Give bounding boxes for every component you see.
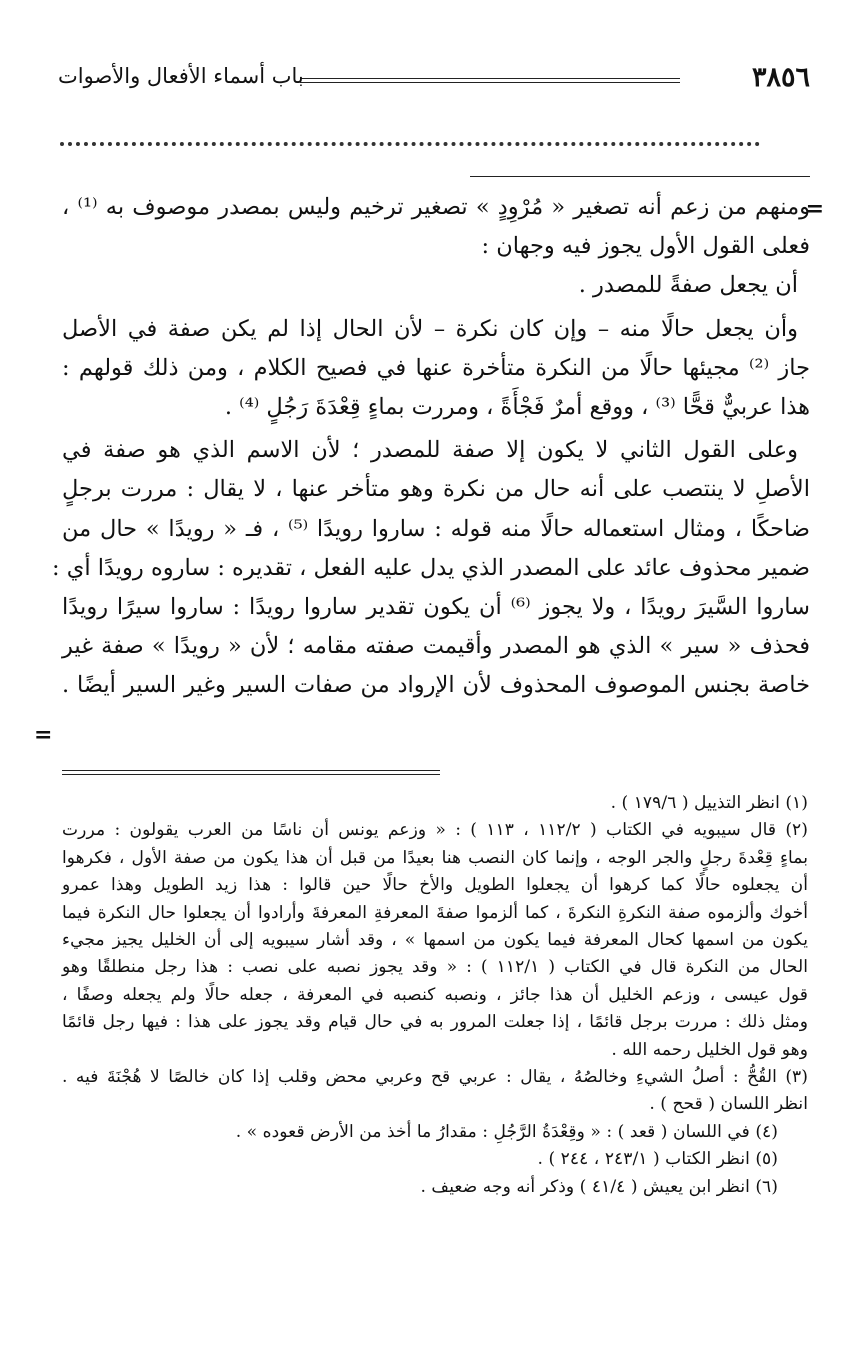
text-line: ضاحكًا ، ومثال استعماله حالًا منه قوله : ساروا رويدًا ⁽⁵⁾ ، فـ « رويدًا » حال من bbox=[62, 515, 811, 542]
text-line: جاز ⁽²⁾ مجيئها حالًا من النكرة متأخرة عنها في فصيح الكلام ، ومن ذلك قولهم : bbox=[62, 354, 811, 381]
text-line: وعلى القول الثاني لا يكون إلا صفة للمصدر ؛ لأن الاسم الذي هو صفة في bbox=[62, 437, 798, 464]
continuation-mark-end: = bbox=[34, 722, 53, 748]
footnote-line: بماءٍ قِعْدةَ رجلٍ والجر الوجه ، وإنما كان النصب هنا بعيدًا من قبل أن هذا يكون من صفة الأول ، فكرهوا bbox=[62, 847, 808, 868]
footnote-line: انظر اللسان ( قحح ) . bbox=[649, 1094, 808, 1115]
dotted-separator bbox=[60, 142, 760, 146]
continuation-mark-start: = bbox=[805, 196, 824, 222]
text-line: أن يجعل صفةً للمصدر . bbox=[578, 272, 798, 299]
footnote-line: الحال من النكرة قال في الكتاب ( ١١٢/١ ) : « وقد يجوز نصبه على نصب : هذا رجل منطلقًا وهو bbox=[62, 957, 808, 978]
footnote-line: وهو قول الخليل رحمه الله . bbox=[611, 1039, 808, 1060]
running-header bbox=[58, 62, 810, 102]
footnote-line: (٦) انظر ابن يعيش ( ٤١/٤ ) وذكر أنه وجه ضعيف . bbox=[420, 1176, 778, 1197]
footnote-line: (٥) انظر الكتاب ( ٢٤٣/١ ، ٢٤٤ ) . bbox=[537, 1149, 778, 1170]
footnote-line: قول عيسى ، وزعم الخليل أن هذا جائز ، ونصبه كنصبه في المعرفة ، جعله حالًا ولم يجعله وصفًا ، bbox=[62, 984, 808, 1005]
header-rule bbox=[300, 78, 680, 83]
text-line: خاصة بجنس الموصوف المحذوف لأن الإرواد من صفات السير وغير السير أيضًا . bbox=[62, 672, 810, 699]
footnote-line: يكون من اسمها كحال المعرفة فيما يكون من اسمها » ، وقد أشار سيبويه إلى أن الخليل يجيز مجيء bbox=[62, 930, 808, 951]
footnote-line: أن يجعلوه حالًا كما كرهوا أن يجعلوا الطويل والأخ حالًا حين قالوا : هذا زيد الطويل وهذا عمرو bbox=[62, 875, 808, 896]
text-line: الأصلِ لا ينتصب على أنه حال من نكرة وهو متأخر عنها ، لا يقال : مررت برجلٍ bbox=[62, 476, 810, 503]
footnote-line: أخوك وألزموه صفة النكرةِ النكرةَ ، كما ألزموا صفةَ المعرفةِ المعرفةَ وأرادوا أن يجعلوا حال النكرة فيما bbox=[62, 902, 808, 923]
text-line: ومنهم من زعم أنه تصغير « مُرْوِدٍ » تصغير ترخيم وليس بمصدر موصوف به ⁽¹⁾ ، bbox=[62, 194, 810, 220]
page-number: ٣٨٥٦ bbox=[751, 62, 810, 93]
main-text bbox=[51, 188, 811, 706]
text-line: فحذف « سير » الذي هو المصدر وأقيمت صفته مقامه ؛ لأن « رويدًا » صفة غير bbox=[62, 633, 810, 660]
chapter-title: باب أسماء الأفعال والأصوات bbox=[58, 64, 304, 88]
footnote-line: (٢) قال سيبويه في الكتاب ( ١١٢/٢ ، ١١٣ ) : « وزعم يونس أن ناسًا من العرب يقولون : مررت bbox=[62, 820, 808, 841]
footnote-line: (٣) القُحُّ : أصلُ الشيءِ وخالصُهُ ، يقال : عربي قح وعربي محض وقلب إذا كان خالصًا لا هُجْنَةَ فيه . bbox=[62, 1067, 808, 1088]
text-line: فعلى القول الأول يجوز فيه وجهان : bbox=[481, 233, 810, 260]
footnote-line: ومثل ذلك : مررت برجل قائمًا ، إذا جعلت المرور به في حال قيام وقد يجوز على هذا : فيها رجل قائمًا bbox=[62, 1012, 808, 1033]
continuation-rule bbox=[470, 176, 810, 177]
text-line: هذا عربيٌّ قحًّا ⁽³⁾ ، ووقع أمرٌ فَجْأَةً ، ومررت بماءٍ قِعْدَةَ رَجُلٍ ⁽⁴⁾ . bbox=[224, 394, 810, 421]
text-line: ساروا السَّيرَ رويدًا ، ولا يجوز ⁽⁶⁾ أن يكون تقدير ساروا رويدًا : ساروا سيرًا رويدًا bbox=[62, 594, 810, 621]
footnote-line: (١) انظر التذييل ( ١٧٩/٦ ) . bbox=[610, 793, 808, 813]
footnotes bbox=[62, 790, 808, 1201]
footnote-line: (٤) في اللسان ( قعد ) : « وقِعْدَةُ الرَّجُلِ : مقدارُ ما أخذ من الأرض قعوده » . bbox=[235, 1121, 778, 1142]
text-line: وأن يجعل حالًا منه – وإن كان نكرة – لأن الحال إذا لم يكن صفة في الأصل bbox=[62, 315, 798, 342]
text-line: ضمير محذوف عائد على المصدر الذي يدل عليه الفعل ، تقديره : ساروه رويدًا أي : bbox=[51, 554, 810, 581]
footnote-separator bbox=[62, 770, 440, 775]
